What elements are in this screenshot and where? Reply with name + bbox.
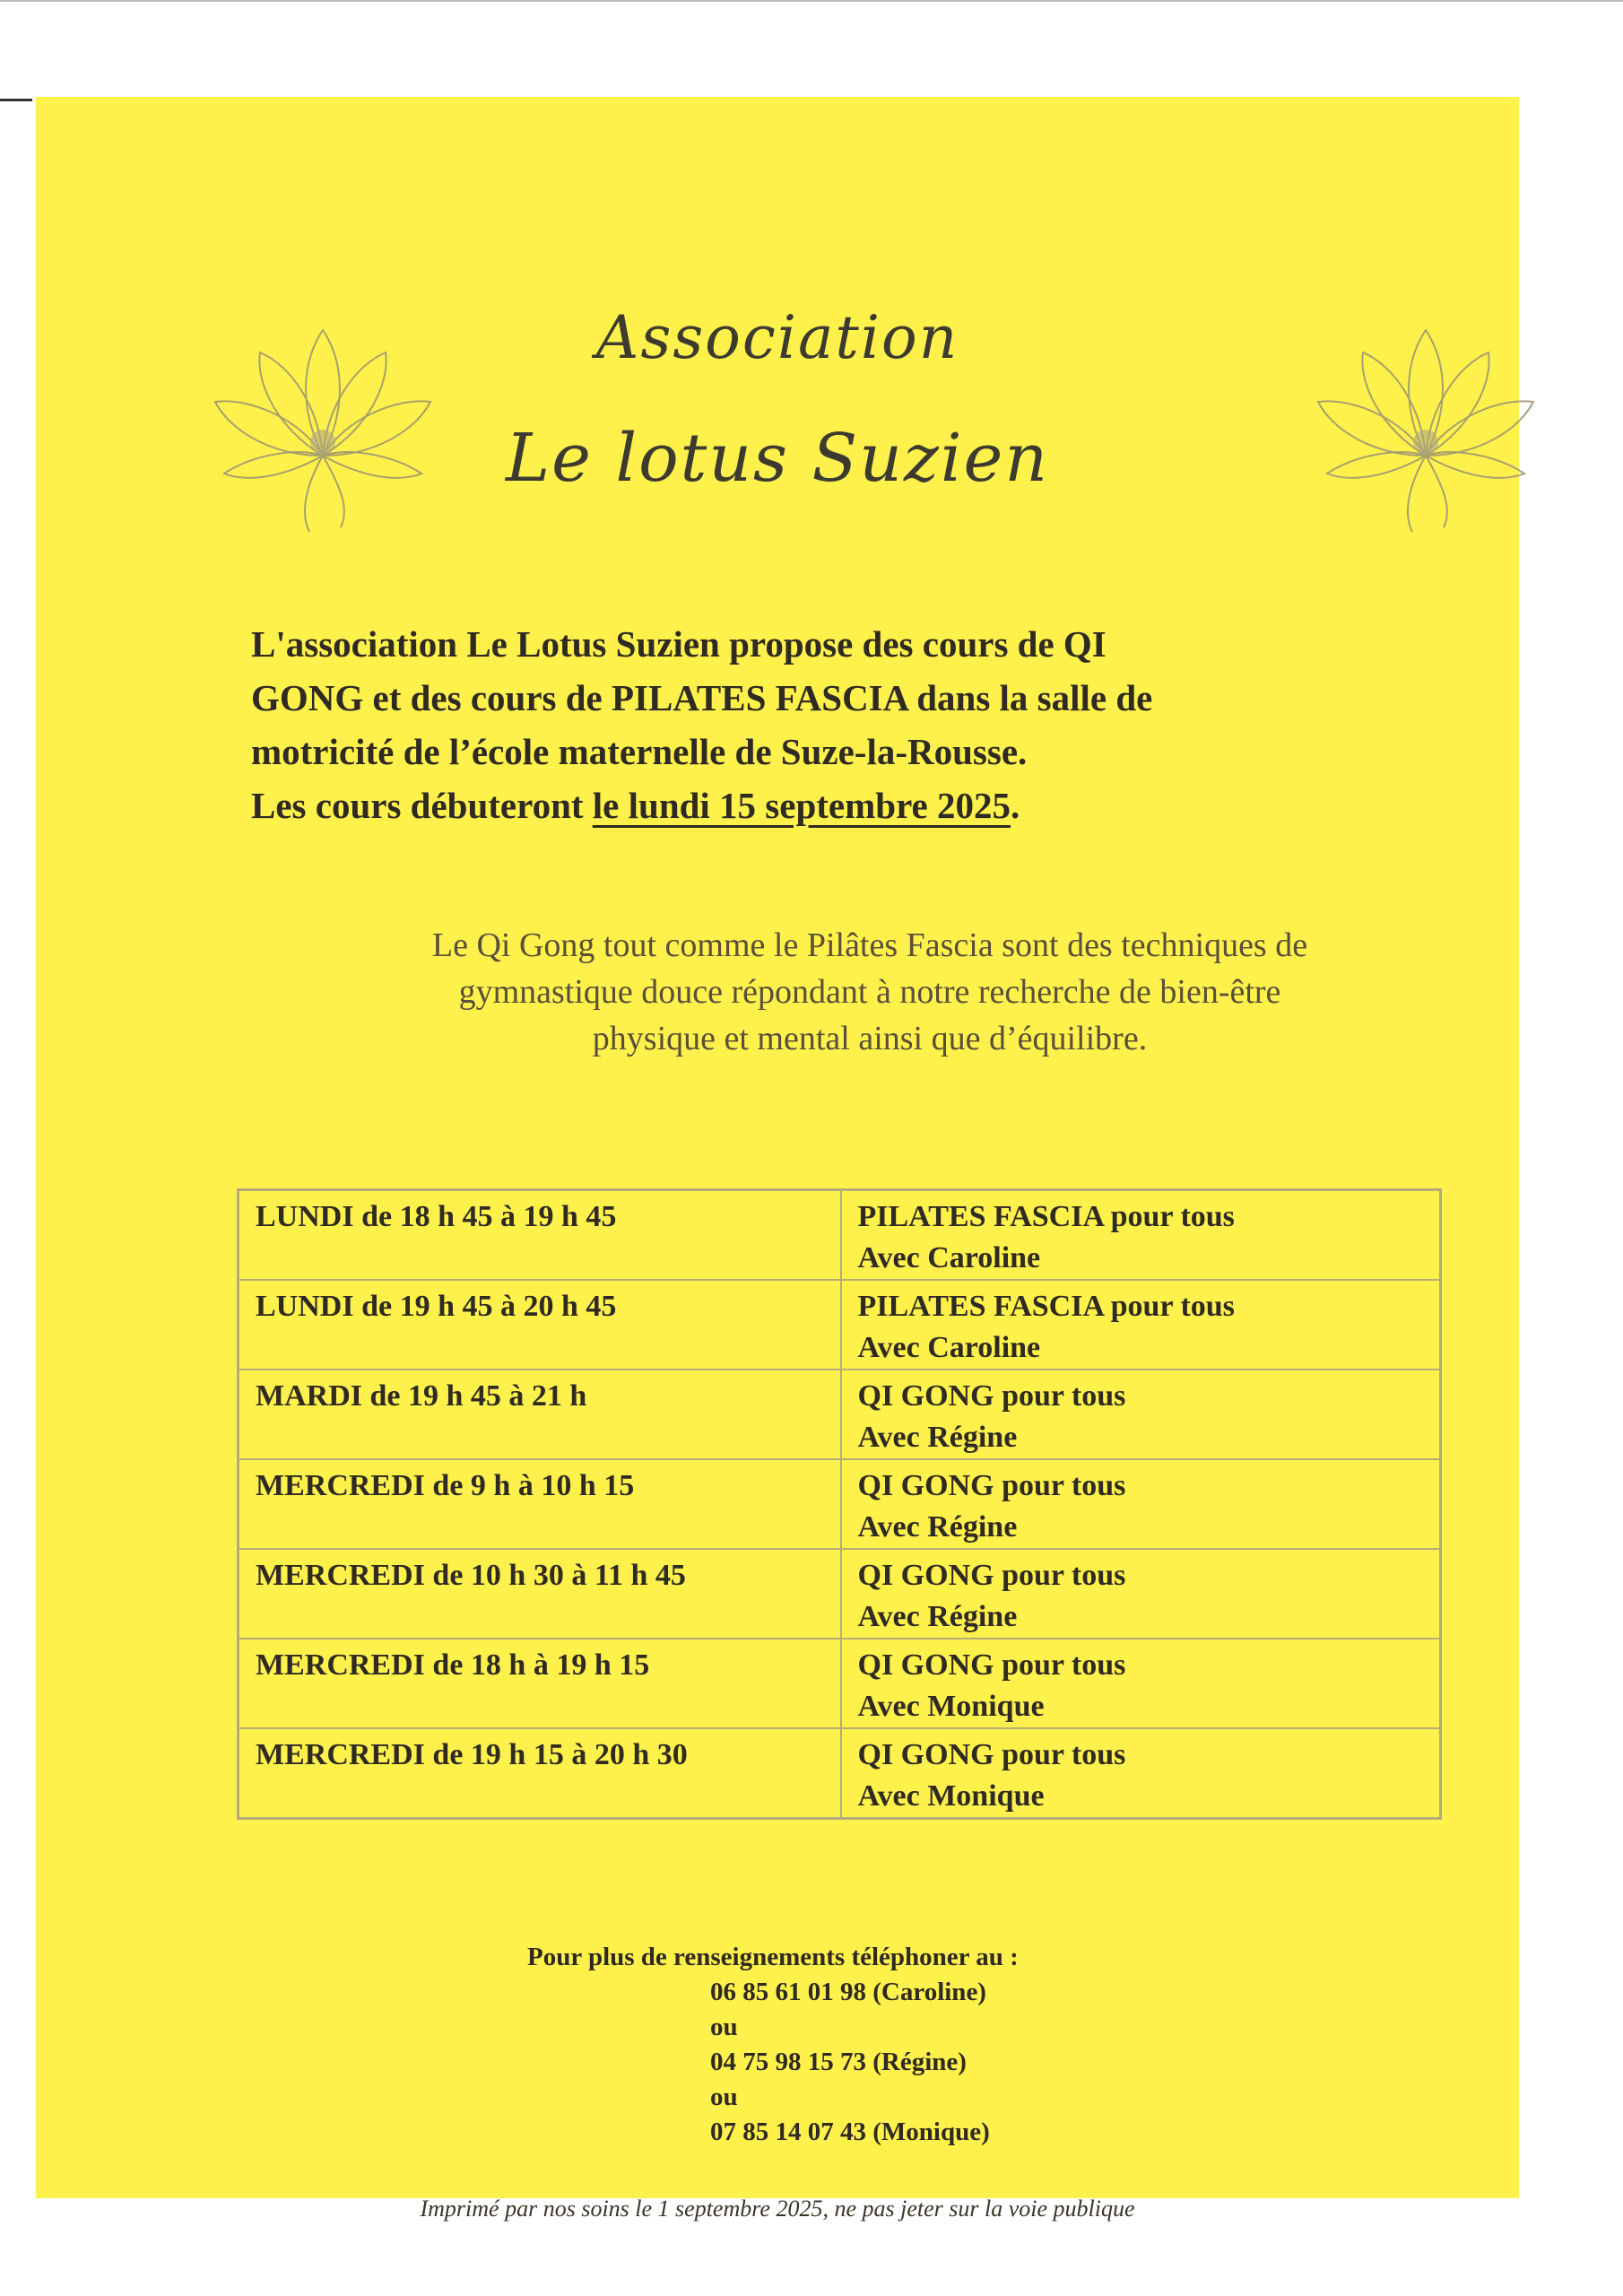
intro-paragraph [251, 617, 1488, 832]
contact-or: ou [710, 2083, 738, 2111]
schedule-teacher: Avec Caroline [857, 1331, 1041, 1364]
schedule-activity: PILATES FASCIA pour tous [857, 1200, 1235, 1233]
intro-line: motricité de l’école maternelle de Suze-la-Rousse. [251, 731, 1028, 772]
description-line: physique et mental ainsi que d’équilibre. [592, 1020, 1148, 1057]
schedule-day: MERCREDI [256, 1469, 425, 1502]
schedule-teacher: Avec Régine [857, 1510, 1018, 1544]
schedule-time: de 19 h 15 à 20 h 30 [424, 1738, 688, 1771]
start-date: le lundi 15 septembre 2025 [592, 785, 1011, 826]
schedule-time-cell [239, 1639, 841, 1728]
schedule-activity: QI GONG pour tous [857, 1559, 1126, 1592]
schedule-time: de 10 h 30 à 11 h 45 [424, 1559, 686, 1592]
intro-start-date-line [251, 778, 1488, 832]
scan-mark [0, 99, 32, 101]
table-row [239, 1370, 1441, 1459]
schedule-activity: QI GONG pour tous [857, 1469, 1126, 1502]
phone-number-caroline: 06 85 61 01 98 (Caroline) [710, 1978, 986, 2006]
schedule-activity-cell [841, 1728, 1441, 1819]
schedule-activity-cell [841, 1639, 1441, 1728]
schedule-time-cell [239, 1549, 841, 1639]
schedule-time-cell [239, 1280, 841, 1370]
title-line-2: Le lotus Suzien [505, 420, 1050, 497]
phone-number-regine: 04 75 98 15 73 (Régine) [710, 2048, 967, 2076]
print-notice-footer: Imprimé par nos soins le 1 septembre 2025, ne pas jeter sur la voie publique [420, 2196, 1135, 2222]
intro-line-suffix: . [1010, 785, 1020, 826]
schedule-activity: QI GONG pour tous [857, 1379, 1126, 1413]
schedule-activity-cell [841, 1549, 1441, 1639]
schedule-time: de 19 h 45 à 21 h [361, 1379, 587, 1413]
schedule-time: de 18 h à 19 h 15 [424, 1648, 650, 1682]
schedule-day: MERCREDI [256, 1648, 425, 1682]
description-line: gymnastique douce répondant à notre recherche de bien-être [458, 973, 1281, 1011]
contact-phone-list [710, 1975, 990, 2150]
table-row [239, 1190, 1441, 1281]
flyer-sheet [36, 97, 1519, 2222]
table-row [239, 1639, 1441, 1728]
title-line-1: Association [595, 303, 959, 372]
table-row [239, 1549, 1441, 1639]
schedule-time-cell [239, 1190, 841, 1281]
table-row [239, 1459, 1441, 1549]
schedule-day: MARDI [256, 1379, 362, 1413]
schedule-activity-cell [841, 1370, 1441, 1459]
description-line: Le Qi Gong tout comme le Pilâtes Fascia sont des techniques de [431, 926, 1308, 964]
schedule-teacher: Avec Régine [857, 1421, 1018, 1454]
intro-line: GONG et des cours de PILATES FASCIA dans la salle de [251, 677, 1153, 718]
schedule-activity-cell [841, 1190, 1441, 1281]
table-row [239, 1728, 1441, 1819]
schedule-day: MERCREDI [256, 1738, 425, 1771]
schedule-activity-cell [841, 1280, 1441, 1370]
scan-top-edge [0, 0, 1623, 2]
schedule-time: de 9 h à 10 h 15 [424, 1469, 635, 1502]
schedule-time-cell [239, 1459, 841, 1549]
table-row [239, 1280, 1441, 1370]
intro-line: L'association Le Lotus Suzien propose des cours de QI [251, 623, 1107, 665]
schedule-day: MERCREDI [256, 1559, 425, 1592]
schedule-teacher: Avec Monique [857, 1690, 1045, 1723]
schedule-time-cell [239, 1370, 841, 1459]
schedule-day: LUNDI [256, 1290, 354, 1323]
schedule-teacher: Avec Monique [857, 1779, 1045, 1813]
schedule-activity-cell [841, 1459, 1441, 1549]
schedule-teacher: Avec Régine [857, 1600, 1018, 1633]
intro-line-prefix: Les cours débuteront [251, 785, 593, 826]
schedule-time-cell [239, 1728, 841, 1819]
contact-or: ou [710, 2013, 738, 2041]
schedule-day: LUNDI [256, 1200, 354, 1233]
schedule-time: de 19 h 45 à 20 h 45 [353, 1290, 617, 1323]
schedule-activity: QI GONG pour tous [857, 1738, 1126, 1771]
contact-lead: Pour plus de renseignements téléphoner au : [527, 1943, 1019, 1971]
schedule-time: de 18 h 45 à 19 h 45 [353, 1200, 617, 1233]
schedule-teacher: Avec Caroline [857, 1241, 1041, 1274]
schedule-table [237, 1188, 1442, 1820]
schedule-activity: QI GONG pour tous [857, 1648, 1126, 1682]
schedule-activity: PILATES FASCIA pour tous [857, 1290, 1235, 1323]
phone-number-monique: 07 85 14 07 43 (Monique) [710, 2118, 990, 2146]
description-paragraph [251, 922, 1488, 1062]
